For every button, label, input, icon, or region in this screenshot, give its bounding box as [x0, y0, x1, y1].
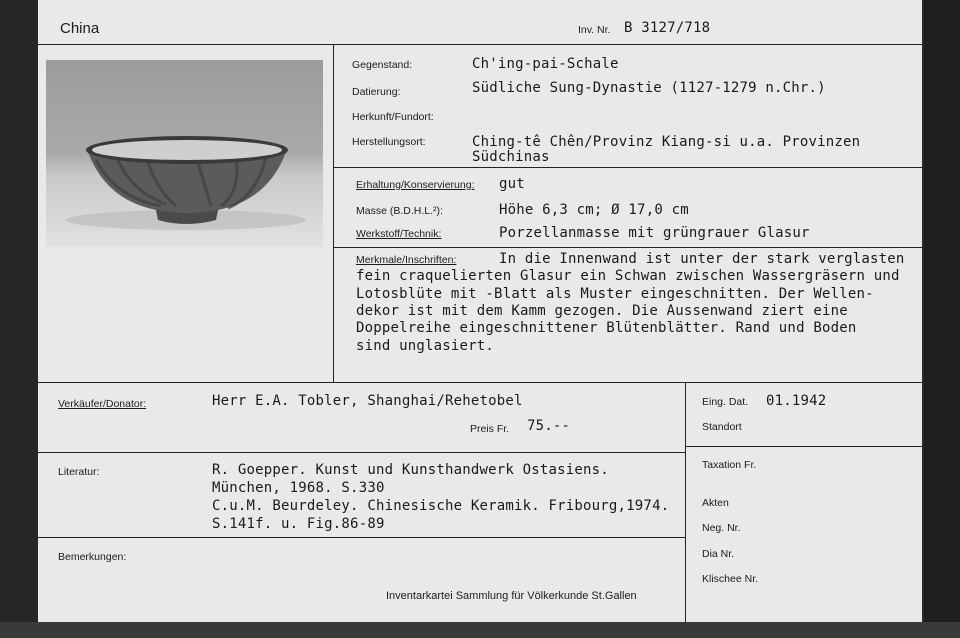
werkstoff-label: Werkstoff/Technik: [356, 228, 442, 240]
literatur-line-4: S.141f. u. Fig.86-89 [212, 516, 385, 532]
merkmale-line-1: In die Innenwand ist unter der stark verglasten [499, 251, 905, 267]
bemerkungen-label: Bemerkungen: [58, 551, 127, 563]
scan-border-left [0, 0, 40, 638]
eing-dat-label: Eing. Dat. [702, 396, 749, 408]
merkmale-label: Merkmale/Inschriften: [356, 254, 457, 266]
erhaltung-value: gut [499, 176, 525, 192]
erhaltung-label: Erhaltung/Konservierung: [356, 179, 475, 191]
masse-value: Höhe 6,3 cm; Ø 17,0 cm [499, 202, 689, 218]
literatur-line-3: C.u.M. Beurdeley. Chinesische Keramik. Fribourg,1974. [212, 498, 670, 514]
divider-verkaeufer [38, 452, 685, 453]
gegenstand-value: Ch'ing-pai-Schale [472, 56, 619, 72]
eing-dat-value: 01.1942 [766, 393, 827, 409]
gegenstand-label: Gegenstand: [352, 59, 413, 71]
country-label: China [60, 20, 100, 37]
merkmale-line-3: Lotosblüte mit -Blatt als Muster eingeschnitten. Der Wellen- [356, 286, 874, 302]
datierung-label: Datierung: [352, 86, 401, 98]
literatur-label: Literatur: [58, 466, 100, 478]
merkmale-line-6: sind unglasiert. [356, 338, 495, 354]
merkmale-line-2: fein craquelierten Glasur ein Schwan zwischen Wassergräsern und [356, 268, 900, 284]
section-divider-1 [333, 167, 922, 168]
divider-right-col [685, 446, 922, 447]
verkaeufer-label [58, 398, 146, 410]
literatur-line-2: München, 1968. S.330 [212, 480, 385, 496]
inv-nr-label: Inv. Nr. [578, 24, 611, 36]
herstellungsort-value-1: Ching-tê Chên/Provinz Kiang-si u.a. Provinzen [472, 134, 861, 150]
photo-column-divider [333, 44, 334, 382]
taxation-label: Taxation Fr. [702, 459, 757, 471]
scan-border-bottom [0, 622, 960, 638]
herstellungsort-value-2: Südchinas [472, 149, 550, 165]
merkmale-line-5: Doppelreihe eingeschnittener Blütenblätter. Rand und Boden [356, 320, 857, 336]
preis-value: 75.-- [527, 418, 571, 434]
dia-nr-label: Dia Nr. [702, 548, 735, 560]
standort-label: Standort [702, 421, 742, 433]
herkunft-label: Herkunft/Fundort: [352, 111, 434, 123]
header-divider [38, 44, 922, 45]
inv-nr-value: B 3127/718 [624, 20, 711, 36]
footer-caption: Inventarkartei Sammlung für Völkerkunde St.Gallen [386, 590, 637, 602]
neg-nr-label: Neg. Nr. [702, 522, 741, 534]
divider-literatur [38, 537, 685, 538]
masse-label: Masse (B.D.H.L.²): [356, 205, 443, 217]
werkstoff-value: Porzellanmasse mit grüngrauer Glasur [499, 225, 810, 241]
datierung-value: Südliche Sung-Dynastie (1127-1279 n.Chr.) [472, 80, 826, 96]
merkmale-line-4: dekor ist mit dem Kamm gezogen. Die Aussenwand ziert eine [356, 303, 848, 319]
scan-border-right [924, 0, 960, 638]
verkaeufer-label-text: Verkäufer/Donator: [58, 398, 147, 410]
section-divider-2 [333, 247, 922, 248]
preis-label: Preis Fr. [470, 423, 510, 435]
herstellungsort-label: Herstellungsort: [352, 136, 426, 148]
main-divider [38, 382, 922, 383]
bowl-illustration [46, 60, 323, 247]
akten-label: Akten [702, 497, 729, 509]
klischee-nr-label: Klischee Nr. [702, 573, 759, 585]
bowl-photo [46, 60, 323, 247]
right-column-divider [685, 382, 686, 622]
verkaeufer-value: Herr E.A. Tobler, Shanghai/Rehetobel [212, 393, 523, 409]
inventory-card [38, 0, 922, 622]
literatur-line-1: R. Goepper. Kunst und Kunsthandwerk Ostasiens. [212, 462, 609, 478]
